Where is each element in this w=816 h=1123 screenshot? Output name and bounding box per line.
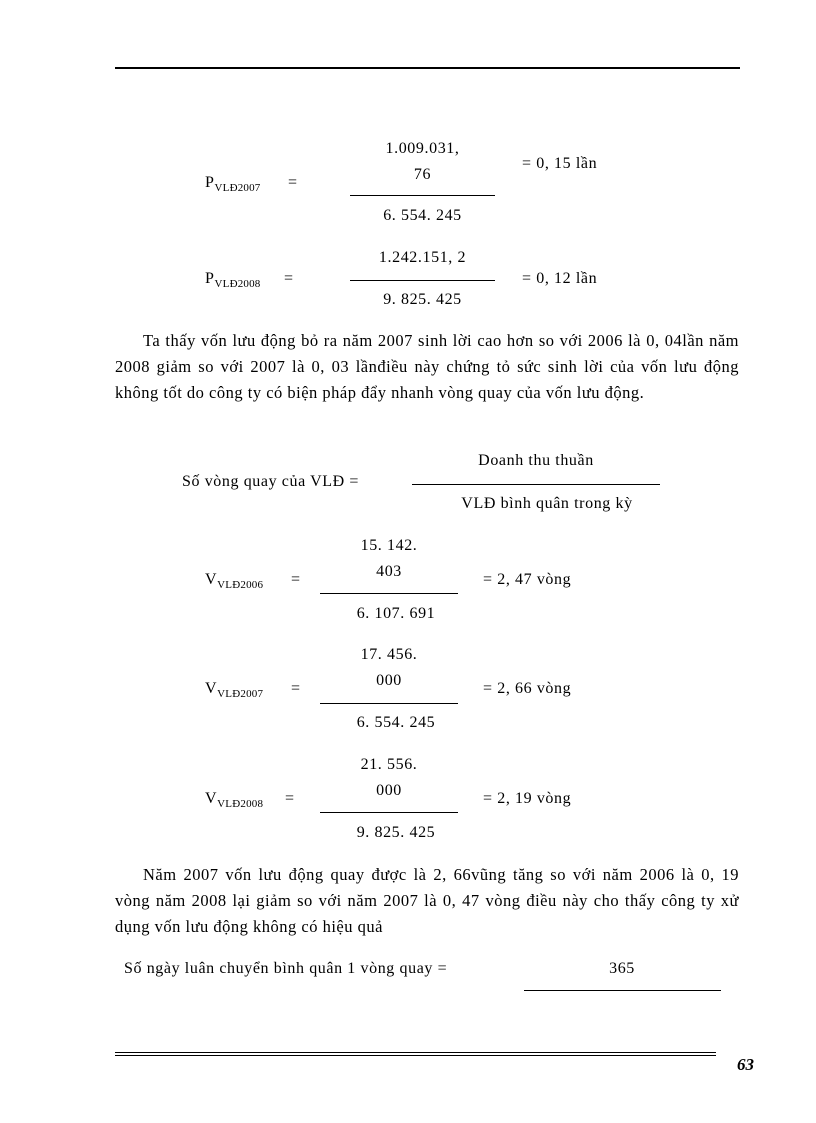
symbol: V — [205, 790, 218, 807]
denominator: 6. 554. 245 — [356, 714, 436, 731]
footer-rule-top — [115, 1052, 716, 1053]
fraction-bar — [350, 280, 495, 281]
numerator-line-2: 403 — [376, 563, 402, 580]
footer-rule-bottom — [115, 1055, 716, 1056]
denominator: 6. 107. 691 — [356, 605, 436, 622]
equals-sign: = — [291, 680, 301, 697]
equals-sign: = — [284, 270, 294, 287]
subscript: VLĐ2006 — [217, 579, 264, 591]
subscript: VLĐ2007 — [217, 688, 264, 700]
formula-label — [205, 790, 263, 810]
denominator: 9. 825. 425 — [356, 824, 436, 841]
equals-sign: = — [288, 174, 298, 191]
equals-sign: = — [285, 790, 295, 807]
formula-label — [205, 571, 263, 591]
fraction-bar — [412, 484, 660, 485]
numerator-line-2: 000 — [376, 672, 402, 689]
numerator-line-1: 21. 556. — [360, 756, 418, 773]
formula-label: Số ngày luân chuyển bình quân 1 vòng quay = — [124, 960, 448, 977]
result: = 0, 15 lần — [522, 155, 598, 172]
numerator: 1.242.151, 2 — [378, 249, 467, 266]
result: = 0, 12 lần — [522, 270, 598, 287]
fraction-bar — [320, 812, 458, 813]
numerator-line-1: 1.009.031, — [385, 140, 460, 157]
numerator: Doanh thu thuần — [478, 452, 594, 469]
numerator-line-1: 15. 142. — [360, 537, 418, 554]
denominator: 9. 825. 425 — [383, 291, 462, 308]
fraction-bar — [320, 593, 458, 594]
symbol: V — [205, 680, 218, 697]
fraction-bar — [524, 990, 721, 991]
denominator: VLĐ bình quân trong kỳ — [461, 495, 633, 512]
header-rule — [115, 67, 740, 69]
numerator: 365 — [609, 960, 635, 977]
subscript: VLĐ2008 — [214, 278, 261, 290]
paragraph-2: Năm 2007 vốn lưu động quay được là 2, 66vũng tăng so với năm 2006 là 0, 19 vòng năm 2008 lại giảm so với năm 2007 là 0, 47 vòng điều này cho thấy công ty xử dụng vốn lưu động không có hiệu quả — [115, 865, 739, 936]
symbol: P — [205, 174, 215, 191]
formula-label — [205, 174, 261, 194]
result: = 2, 47 vòng — [483, 571, 572, 588]
numerator-line-2: 76 — [413, 166, 432, 183]
symbol: V — [205, 571, 218, 588]
symbol: P — [205, 270, 215, 287]
equals-sign: = — [291, 571, 301, 588]
numerator-line-1: 17. 456. — [360, 646, 418, 663]
result: = 2, 66 vòng — [483, 680, 572, 697]
subscript: VLĐ2007 — [214, 182, 261, 194]
formula-label — [205, 270, 261, 290]
formula-label — [205, 680, 263, 700]
result: = 2, 19 vòng — [483, 790, 572, 807]
subscript: VLĐ2008 — [217, 798, 264, 810]
fraction-bar — [350, 195, 495, 196]
denominator: 6. 554. 245 — [383, 207, 462, 224]
numerator-line-2: 000 — [376, 782, 402, 799]
paragraph-1: Ta thấy vốn lưu động bỏ ra năm 2007 sinh lời cao hơn so với 2006 là 0, 04lần năm 2008 giảm so với 2007 là 0, 03 lầnđiều này chứng tỏ sức sinh lời của vốn lưu động không tốt do công ty có biện pháp đẩy nhanh vòng quay của vốn lưu động. — [115, 331, 739, 402]
page-number: 63 — [737, 1055, 754, 1074]
fraction-bar — [320, 703, 458, 704]
formula-label: Số vòng quay của VLĐ = — [182, 473, 360, 490]
